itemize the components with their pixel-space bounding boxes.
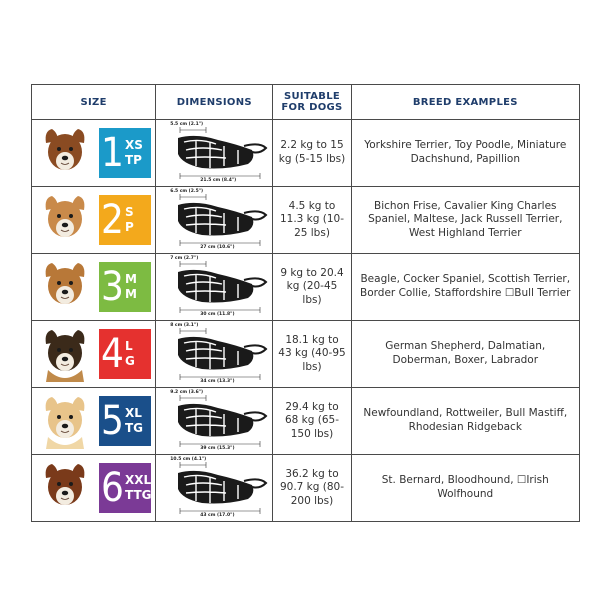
header-row (32, 85, 580, 120)
breed-examples: Yorkshire Terrier, Toy Poodle, Miniature Dachshund, Papillion (351, 120, 579, 187)
dog-photo (38, 192, 92, 248)
table-row-size-5 (32, 388, 580, 455)
suitable-weight: 2.2 kg to 15 kg (5-15 lbs) (273, 120, 351, 187)
table-row-size-4 (32, 321, 580, 388)
dimensions-cell (156, 455, 273, 522)
dog-photo (38, 326, 92, 382)
muzzle-icon (156, 455, 273, 521)
size-code: XXL (125, 473, 152, 487)
suitable-weight: 4.5 kg to 11.3 kg (10-25 lbs) (273, 187, 351, 254)
dimensions-cell (156, 388, 273, 455)
suitable-weight: 9 kg to 20.4 kg (20-45 lbs) (273, 254, 351, 321)
size-cell (32, 254, 156, 321)
breed-examples: Beagle, Cocker Spaniel, Scottish Terrier, Border Collie, Staffordshire ☐Bull Terrier (351, 254, 579, 321)
dimension-height-label: 6.5 cm (2.5") (170, 189, 204, 194)
muzzle-icon (156, 187, 273, 253)
dimension-height-label: 8 cm (3.1") (170, 323, 199, 328)
size-code: M (125, 272, 137, 286)
size-code: XL (125, 406, 142, 420)
size-badge (99, 396, 151, 446)
suitable-weight: 18.1 kg to 43 kg (40-95 lbs) (273, 321, 351, 388)
header-suitable-line2: FOR DOGS (281, 102, 343, 113)
header-dimensions: DIMENSIONS (156, 85, 273, 120)
size-cell (32, 187, 156, 254)
dimension-length-label: 27 cm (10.6") (200, 245, 235, 250)
dimension-length-label: 30 cm (11.8") (200, 312, 235, 317)
dimension-length-label: 39 cm (15.3") (200, 446, 235, 451)
size-cell (32, 321, 156, 388)
dimension-height-label: 9.2 cm (3.6") (170, 390, 204, 395)
size-number: 6 (101, 465, 124, 511)
muzzle-icon (156, 321, 273, 387)
breed-examples: German Shepherd, Dalmatian, Doberman, Boxer, Labrador (351, 321, 579, 388)
size-badge (99, 262, 151, 312)
size-cell (32, 120, 156, 187)
size-number: 5 (101, 398, 124, 444)
size-number: 3 (101, 264, 124, 310)
size-number: 4 (101, 331, 124, 377)
dimension-length-label: 34 cm (13.3") (200, 379, 235, 384)
dimensions-cell (156, 321, 273, 388)
size-badge (99, 195, 151, 245)
size-chart-table (31, 84, 580, 522)
size-code: L (125, 339, 133, 353)
suitable-weight: 36.2 kg to 90.7 kg (80-200 lbs) (273, 455, 351, 522)
dimension-height-label: 5.5 cm (2.1") (170, 122, 204, 127)
dimensions-cell (156, 254, 273, 321)
dog-photo (38, 460, 92, 516)
size-badge (99, 128, 151, 178)
table-row-size-1 (32, 120, 580, 187)
header-breeds: BREED EXAMPLES (351, 85, 579, 120)
dog-photo (38, 259, 92, 315)
size-code-alt: G (125, 354, 135, 368)
muzzle-icon (156, 254, 273, 320)
breed-examples: Newfoundland, Rottweiler, Bull Mastiff, Rhodesian Ridgeback (351, 388, 579, 455)
dimensions-cell (156, 120, 273, 187)
muzzle-icon (156, 388, 273, 454)
dimension-height-label: 7 cm (2.7") (170, 256, 199, 261)
size-code-alt: TP (125, 153, 142, 167)
size-code-alt: M (125, 287, 137, 301)
breed-examples: Bichon Frise, Cavalier King Charles Spaniel, Maltese, Jack Russell Terrier, West Highland Terrier (351, 187, 579, 254)
table-row-size-3 (32, 254, 580, 321)
header-suitable-line1: SUITABLE (283, 91, 341, 102)
dimension-height-label: 10.5 cm (4.1") (170, 457, 207, 462)
size-number: 1 (101, 130, 124, 176)
size-code: XS (125, 138, 143, 152)
dimension-length-label: 43 cm (17.0") (200, 513, 235, 518)
suitable-weight: 29.4 kg to 68 kg (65-150 lbs) (273, 388, 351, 455)
muzzle-icon (156, 120, 273, 186)
header-suitable (273, 85, 351, 120)
dimensions-cell (156, 187, 273, 254)
size-badge (99, 463, 151, 513)
breed-examples: St. Bernard, Bloodhound, ☐Irish Wolfhound (351, 455, 579, 522)
table-row-size-2 (32, 187, 580, 254)
size-code: S (125, 205, 134, 219)
dog-photo (38, 125, 92, 181)
dog-photo (38, 393, 92, 449)
size-badge (99, 329, 151, 379)
size-cell (32, 455, 156, 522)
table-row-size-6 (32, 455, 580, 522)
size-code-alt: TTG (125, 488, 152, 502)
size-cell (32, 388, 156, 455)
header-size: SIZE (32, 85, 156, 120)
size-code-alt: P (125, 220, 134, 234)
size-code-alt: TG (125, 421, 144, 435)
dimension-length-label: 21.5 cm (8.4") (200, 178, 237, 183)
size-number: 2 (101, 197, 124, 243)
